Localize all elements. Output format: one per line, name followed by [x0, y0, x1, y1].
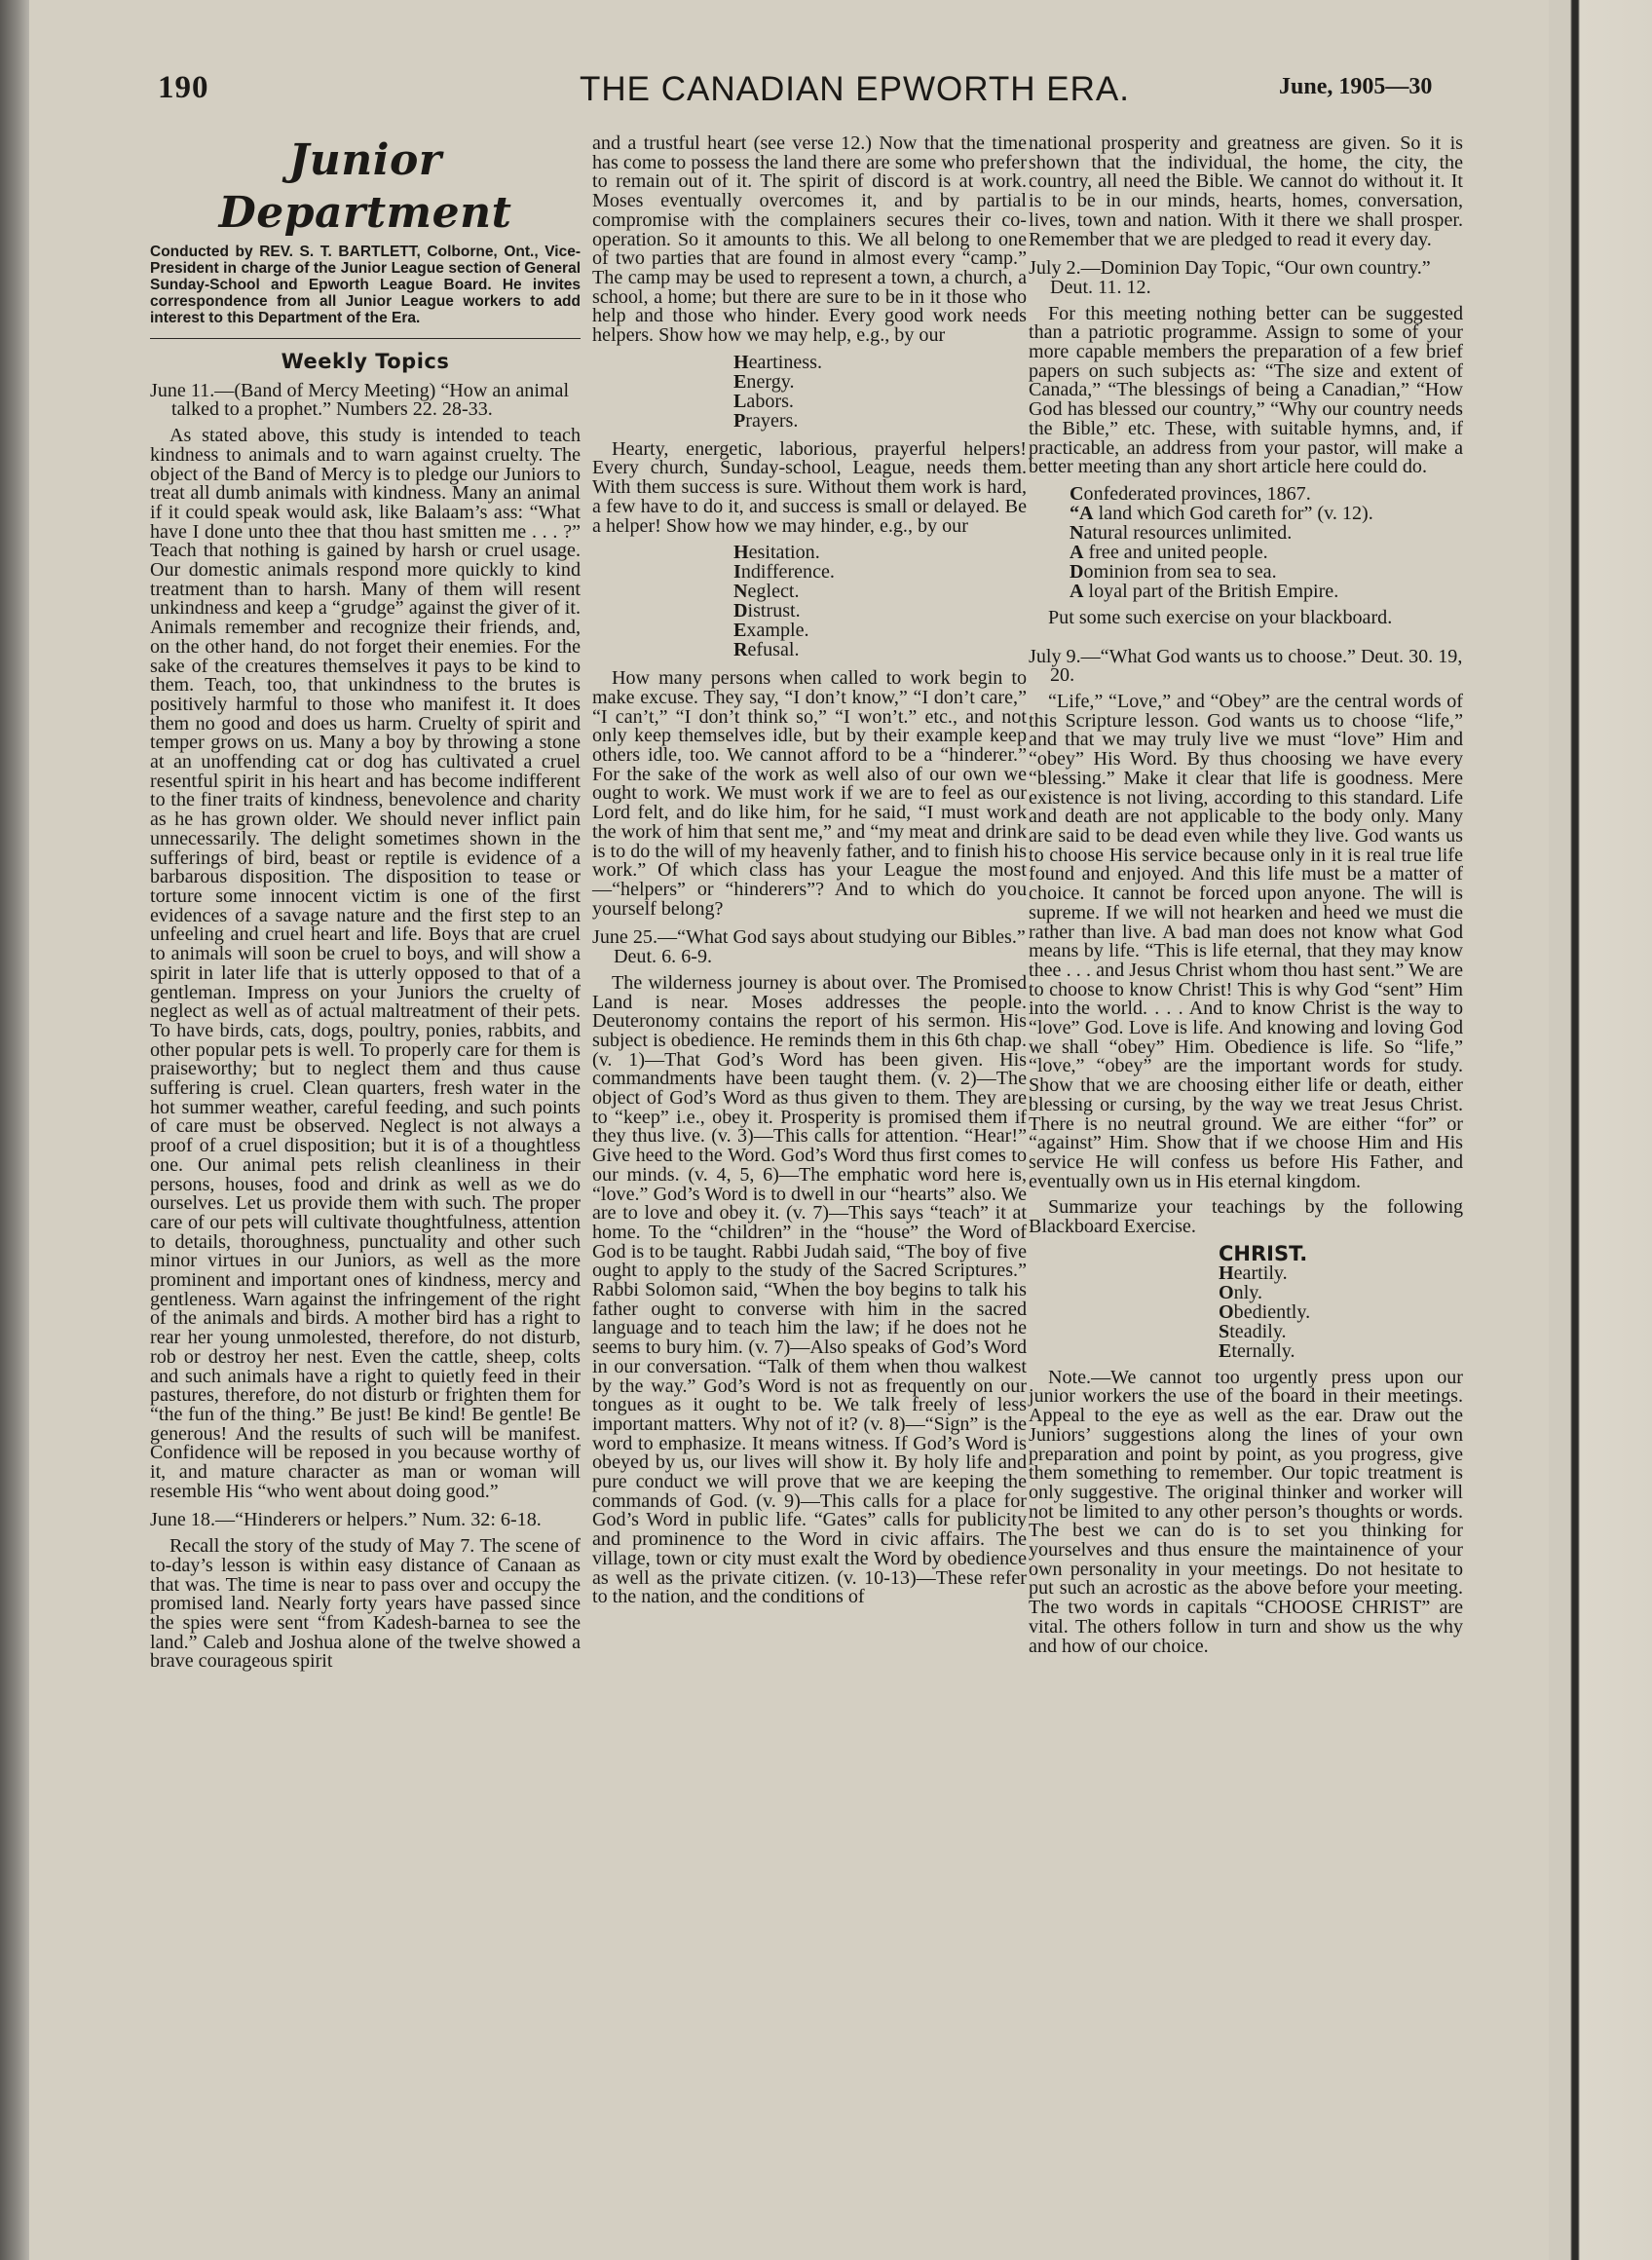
acrostic-line: Hesitation.: [733, 542, 820, 564]
acrostic-line: Labors.: [733, 390, 794, 412]
acrostic-hinder: [733, 543, 1027, 659]
acrostic-line: A loyal part of the British Empire.: [1070, 580, 1339, 602]
topic-heading: June 18.—“Hinderers or helpers.” Num. 32: 6-18.: [150, 1509, 542, 1531]
acrostic-line: “A land which God careth for” (v. 12).: [1070, 502, 1373, 524]
paragraph: and a trustful heart (see verse 12.) Now that the time has come to possess the land there are some who prefer to remain out of it. The spirit of discord is at work. Moses eventually overcomes it, and by partial compromise with the complainers secures their co-operation. So it amounts to this. We all belong to one of two parties that are found in almost every “camp.” The camp may be used to represent a town, a church, a school, a home; but there are sure to be in it those who help and those who hinder. Every good work needs helpers. Show how we may help, e.g., by our: [592, 132, 1027, 347]
running-header: [29, 70, 1549, 119]
acrostic-line: Energy.: [733, 370, 795, 393]
note-paragraph: Note.—We cannot too urgently press upon our junior workers the use of the board in their meetings. Appeal to the eye as well as the ear. Draw out the Juniors’ suggestions along the lines of your own preparation and point by point, as you progress, give them something to remember. Our topic treatment is only suggestive. The original thinker and worker will not be limited to any other person’s thoughts or words. The best we can do is to set you thinking for yourselves and thus ensure the maintainence of your own personality in your meetings. Do not hesitate to put such an acrostic as the above before your meeting. The two words in capitals “CHOOSE CHRIST” are vital. The others follow in turn and show us the why and how of our choice.: [1029, 1366, 1463, 1657]
acrostic-line: Prayers.: [733, 409, 799, 432]
acrostic-line: Only.: [1219, 1281, 1263, 1303]
page-number: 190: [158, 70, 209, 105]
acrostic-line: Refusal.: [733, 639, 800, 661]
column-2: [592, 134, 1027, 1614]
paragraph: “Life,” “Love,” and “Obey” are the central words of this Scripture lesson. God wants us to choose “life,” and that we may truly live we must “love” Him and “obey” His Word. By thus choosing we have every “blessing.” Make it clear that life is goodness. Mere existence is not living, according to this standard. Life and death are not applicable to the body only. Many are said to be dead even while they live. God wants us to choose His service because only in it is real true life found and enjoyed. And this life must be a matter of choice. It cannot be forced upon anyone. The will is supreme. If we will not hearken and heed we must die rather than live. A bad man does not know what God means by life. “This is life eternal, that they may know thee . . . and Jesus Christ whom thou hast sent.” We are to choose to know Christ! This is why God “sent” Him into the world. . . . And to know Christ is the way to “love” God. Love is life. And knowing and loving God we shall “obey” Him. Obedience is life. So “life,” “love,” “obey” are the important words for study. Show that we are choosing either life or death, either blessing or cursing, by the way we treat Jesus Christ. There is no neutral ground. We are either “for” or “against” Him. Show that if we choose Him and His service He will confess us before His Father, and eventually own us in His eternal kingdom.: [1029, 691, 1463, 1192]
acrostic-line: Indifference.: [733, 561, 835, 584]
acrostic-helpers: [733, 353, 1027, 431]
paragraph: Summarize your teachings by the following Blackboard Exercise.: [1029, 1196, 1463, 1238]
topic-heading: June 11.—(Band of Mercy Meeting) “How an animal talked to a prophet.” Numbers 22. 28-33.: [150, 379, 570, 421]
topic-heading: July 9.—“What God wants us to choose.” Deut. 30. 19, 20.: [1029, 645, 1463, 687]
acrostic-line: Heartily.: [1219, 1262, 1288, 1284]
paragraph: Hearty, energetic, laborious, prayerful helpers! Every church, Sunday-school, League, needs them. With them success is sure. Without them work is hard, a few have to do it, and success is small or delayed. Be a helper! Show how we may hinder, e.g., by our: [592, 437, 1027, 537]
acrostic-head: CHRIST.: [1219, 1241, 1308, 1265]
acrostic-line: Steadily.: [1219, 1320, 1287, 1342]
acrostic-christ: [1219, 1241, 1463, 1362]
acrostic-line: Distrust.: [733, 600, 801, 622]
paragraph: Recall the story of the study of May 7. The scene of to-day’s lesson is within easy distance of Canaan as that was. The time is near to pass over and occupy the promised land. Nearly forty years have passed since the spies were sent “from Kadesh-barnea to see the land.” Caleb and Joshua alone of the twelve showed a brave courageous spirit: [150, 1535, 581, 1673]
acrostic-line: Eternally.: [1219, 1339, 1295, 1362]
acrostic-line: Confederated provinces, 1867.: [1070, 482, 1311, 505]
paragraph: national prosperity and greatness are given. So it is shown that the individual, the home, the city, the country, all need the Bible. We cannot do without it. It is to be in our minds, hearts, homes, conversation, lives, town and nation. With it there we shall prosper. Remember that we are pledged to read it every day.: [1029, 132, 1463, 250]
paragraph: The wilderness journey is about over. The Promised Land is near. Moses addresses the people. Deuteronomy contains the report of his sermon. His subject is obedience. He reminds them in this 6th chap. (v. 1)—That God’s Word has been given. His commandments have been taught them. (v. 2)—The object of God’s Word as thus given to them. They are to “keep” i.e., obey it. Prosperity is promised them if they thus live. (v. 3)—This calls for attention. “Hear!” Give heed to the Word. God’s Word thus first comes to our minds. (v. 4, 5, 6)—The emphatic word here is, “love.” God’s Word is to dwell in our “hearts” also. We are to love and obey it. (v. 7)—This says “teach” it at home. To the “children” in the “house” the Word of God is to be taught. Rabbi Judah said, “The boy of five ought to apply to the study of the Sacred Scriptures.” Rabbi Solomon said, “When the boy begins to talk his father ought to converse with him in the sacred language and to teach him the law; if he does not he seems to bury him. (v. 7)—Also speaks of God’s Word in our conversation. “Talk of them when thou walkest by the way.” God’s Word is not as frequently on our tongues as it ought to be. We talk freely of less important matters. Why not of it? (v. 8)—“Sign” is the word to emphasize. It means witness. If God’s Word is obeyed by us, our lives will show it. By holy life and pure conduct we will prove that we are keeping the commands of God. (v. 9)—This calls for a place for God’s Word in public life. “Gates” calls for publicity and prominence to the Word in civic affairs. The village, town or city must exalt the Word by obedience as well as the private citizen. (v. 10-13)—These refer to the nation, and the conditions of: [592, 971, 1027, 1608]
department-title: Junior Department: [218, 135, 512, 238]
acrostic-line: Example.: [733, 620, 809, 642]
topic-heading: June 25.—“What God says about studying our Bibles.” Deut. 6. 6-9.: [592, 926, 1026, 968]
adjacent-page-edge: [1549, 0, 1652, 2260]
acrostic-line: Heartiness.: [733, 351, 822, 373]
paragraph: As stated above, this study is intended to teach kindness to animals and to warn against cruelty. The object of the Band of Mercy is to pledge our Juniors to treat all dumb animals with kindness. Many an animal if it could speak would ask, like Balaam’s ass: “What have I done unto thee that thou hast smitten me . . . ?” Teach that nothing is gained by harsh or cruel usage. Our domestic animals respond more quickly to kind treatment than to harsh. Many of them will resent unkindness and keep a “grudge” against the giver of it. Animals remember and recognize their friends, and, on the other hand, do not forget their enemies. For the sake of the creatures themselves it pays to be kind to them. Teach, too, that unkindness to the brutes is positively harmful to those who manifest it. It does them no good and does us harm. Cruelty of spirit and temper grows on us. Many a boy by throwing a stone at an unoffending cat or dog has cultivated a cruel resentful spirit in his heart and has become indifferent to the finer traits of kindness, benevolence and charity as he has grown older. We should never inflict pain unnecessarily. The delight sometimes shown in the sufferings of bird, beast or reptile is evidence of a barbarous disposition. The disposition to tease or torture some innocent victim is one of the first evidences of a savage nature and the first step to an unfeeling and cruel heart and life. Boys that are cruel to animals will soon be cruel to boys, and will show a spirit in later life that is utterly opposed to that of a gentleman. Impress on your Juniors the cruelty of neglect as well as of actual maltreatment of their pets. To have birds, cats, dogs, poultry, ponies, rabbits, and other popular pets is well. To properly care for them is praiseworthy; but to neglect them and thus cause suffering is cruel. Clean quarters, fresh water in the hot summer weather, careful feeding, and such points of care must be observed. Neglect is not always a proof of a cruel disposition; but it is of a thoughtless one. Our animal pets relish cleanliness in their persons, houses, food and drink as well as we do ourselves. Let us provide them with such. The proper care of our pets will cultivate thoughtfulness, attention to details, thoroughness, punctuality and other such minor virtues in our Juniors, as well as the more prominent and important ones of kindness, mercy and gentleness. Warn against the infringement of the right of the animals and birds. A mother bird has a right to rear her young unmolested, therefore, do not disturb, rob or destroy her nest. Even the cattle, sheep, colts and such animals have a right to quietly feed in their pastures, therefore, do not disturb or frighten them for “the fun of the thing.” Be just! Be kind! Be gentle! Be generous! And the results of such will be manifest. Confidence will be reposed in you because worthy of it, and mature character as man or woman will resemble His “who went about doing good.”: [150, 425, 581, 1502]
column-3: [1029, 134, 1463, 1663]
acrostic-line: Obediently.: [1219, 1300, 1311, 1323]
paragraph: How many persons when called to work begin to make excuse. They say, “I don’t know,” “I don’t care,” “I can’t,” “I don’t think so,” “I won’t.” etc., and not only keep themselves idle, but by their example keep others idle, too. We cannot afford to be a “hinderer.” For the sake of the work as well also of our own we ought to work. We must work if we are to feel as our Lord felt, and do like him, for he said, “I must work the work of him that sent me,” and “my meat and drink is to do the will of my heavenly father, and to finish his work.” Of which class has your League the most—“helpers” or “hinderers”? And to which do you yourself belong?: [592, 667, 1027, 920]
acrostic-line: Neglect.: [733, 581, 800, 603]
topic-heading: July 2.—Dominion Day Topic, “Our own country.” Deut. 11. 12.: [1029, 257, 1431, 298]
column-1: [150, 134, 581, 1678]
book-binding: [0, 0, 29, 2260]
weekly-topics-heading: Weekly Topics: [281, 350, 450, 373]
acrostic-canada: [1070, 484, 1463, 601]
acrostic-line: Dominion from sea to sea.: [1070, 560, 1277, 583]
acrostic-line: Natural resources unlimited.: [1070, 521, 1293, 544]
issue-date: June, 1905—30: [1279, 74, 1433, 99]
conducted-by-note: Conducted by REV. S. T. BARTLETT, Colborne, Ont., Vice-President in charge of the Junior League section of General Sunday-School and Epworth League Board. He invites correspondence from all Junior League workers to add interest to this Department of the Era.: [150, 244, 581, 339]
journal-title: THE CANADIAN EPWORTH ERA.: [580, 70, 1130, 108]
paragraph: For this meeting nothing better can be suggested than a patriotic programme. Assign to some of your more capable members the preparation of a few brief papers on such subjects as: “The size and extent of Canada,” “The blessings of being a Canadian,” “How God has blessed our country,” “Why our country needs the Bible,” etc. These, with suitable hymns, and, if practicable, an address from your pastor, will make a better meeting than any short article here could do.: [1029, 302, 1463, 478]
acrostic-line: A free and united people.: [1070, 541, 1268, 563]
paragraph: Put some such exercise on your blackboard.: [1048, 606, 1393, 628]
page: [29, 0, 1549, 2260]
